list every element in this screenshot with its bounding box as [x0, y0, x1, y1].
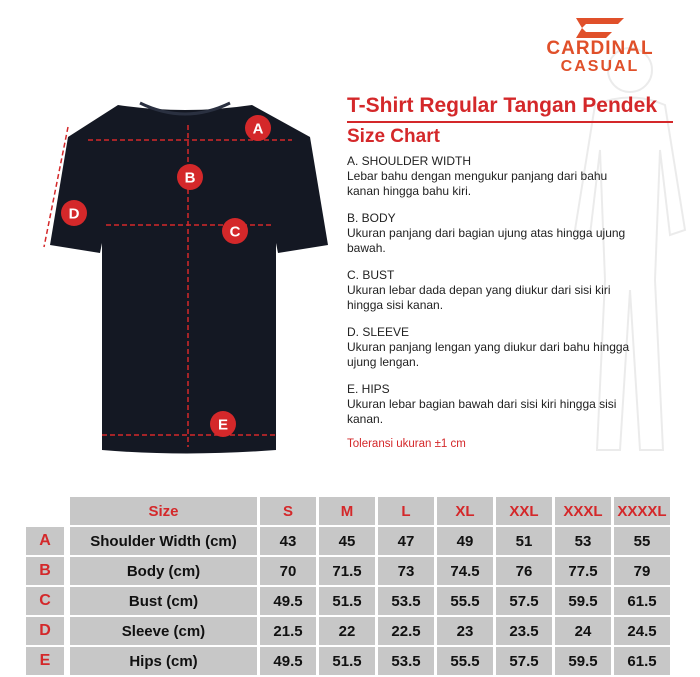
table-cell: 70 [260, 557, 316, 585]
marker-c [222, 218, 248, 244]
marker-e-label: E [217, 416, 229, 434]
table-cell: 53.5 [378, 587, 434, 615]
table-cell: 45 [319, 527, 375, 555]
table-cell: 24 [555, 617, 611, 645]
cardinal-logo-icon [572, 16, 628, 40]
table-cell: 21.5 [260, 617, 316, 645]
marker-b [177, 164, 203, 190]
row-key: E [26, 647, 64, 675]
size-col-header: M [319, 497, 375, 525]
measurement-desc: Ukuran lebar dada depan yang diukur dari sisi kiri hingga sisi kanan. [347, 283, 611, 312]
table-cell: 49.5 [260, 647, 316, 675]
size-table [26, 497, 673, 677]
table-cell: 49.5 [260, 587, 316, 615]
marker-d-label: D [68, 205, 80, 223]
measurement-desc: Ukuran lebar bagian bawah dari sisi kiri hingga sisi kanan. [347, 397, 617, 426]
row-key: C [26, 587, 64, 615]
marker-a [245, 115, 271, 141]
tshirt-shape [50, 105, 328, 454]
table-cell: 55.5 [437, 587, 493, 615]
header-spacer [26, 497, 64, 525]
tolerance-note: Toleransi ukuran ±1 cm [347, 438, 466, 450]
marker-e [210, 411, 236, 437]
row-label: Body (cm) [70, 557, 257, 585]
table-cell: 22 [319, 617, 375, 645]
tshirt-diagram [30, 95, 340, 465]
table-row [26, 587, 673, 615]
measurement-desc: Lebar bahu dengan mengukur panjang dari bahu kanan hingga bahu kiri. [347, 169, 608, 198]
size-header: Size [70, 497, 257, 525]
table-cell: 47 [378, 527, 434, 555]
measurement-item-a [347, 154, 637, 199]
page-title: T-Shirt Regular Tangan Pendek [347, 94, 657, 117]
table-cell: 51 [496, 527, 552, 555]
measurement-title: C. BUST [347, 268, 395, 282]
table-cell: 43 [260, 527, 316, 555]
table-cell: 59.5 [555, 587, 611, 615]
table-cell: 53 [555, 527, 611, 555]
row-label: Sleeve (cm) [70, 617, 257, 645]
measurement-item-c [347, 268, 637, 313]
row-key: D [26, 617, 64, 645]
table-cell: 55.5 [437, 647, 493, 675]
table-cell: 24.5 [614, 617, 670, 645]
row-label: Shoulder Width (cm) [70, 527, 257, 555]
table-cell: 59.5 [555, 647, 611, 675]
table-cell: 23 [437, 617, 493, 645]
size-col-header: XXXL [555, 497, 611, 525]
table-cell: 53.5 [378, 647, 434, 675]
row-label: Hips (cm) [70, 647, 257, 675]
marker-c-label: C [229, 223, 241, 241]
row-label: Bust (cm) [70, 587, 257, 615]
table-row [26, 647, 673, 675]
size-col-header: XXXXL [614, 497, 670, 525]
size-col-header: XXL [496, 497, 552, 525]
brand-name-line2: CASUAL [560, 58, 640, 75]
measurement-title: B. BODY [347, 211, 396, 225]
table-cell: 51.5 [319, 587, 375, 615]
measurement-title: E. HIPS [347, 382, 390, 396]
table-cell: 73 [378, 557, 434, 585]
table-cell: 57.5 [496, 647, 552, 675]
measurement-title: D. SLEEVE [347, 325, 410, 339]
brand-logo [530, 16, 670, 76]
table-cell: 55 [614, 527, 670, 555]
table-header-row [26, 497, 673, 525]
measurement-desc: Ukuran panjang lengan yang diukur dari bahu hingga ujung lengan. [347, 340, 630, 369]
page-subtitle: Size Chart [347, 126, 440, 147]
table-cell: 23.5 [496, 617, 552, 645]
marker-a-label: A [252, 120, 264, 138]
table-cell: 71.5 [319, 557, 375, 585]
table-cell: 61.5 [614, 587, 670, 615]
table-cell: 22.5 [378, 617, 434, 645]
table-row [26, 617, 673, 645]
size-col-header: S [260, 497, 316, 525]
measurement-title: A. SHOULDER WIDTH [347, 154, 472, 168]
size-col-header: XL [437, 497, 493, 525]
measurement-item-e [347, 382, 637, 427]
marker-d [61, 200, 87, 226]
table-cell: 79 [614, 557, 670, 585]
title-divider [347, 121, 673, 123]
table-row [26, 527, 673, 555]
table-cell: 61.5 [614, 647, 670, 675]
brand-name-line1: CARDINAL [546, 38, 654, 59]
marker-b-label: B [184, 169, 196, 187]
measurement-descriptions [347, 154, 637, 452]
row-key: A [26, 527, 64, 555]
table-cell: 74.5 [437, 557, 493, 585]
table-cell: 51.5 [319, 647, 375, 675]
table-cell: 49 [437, 527, 493, 555]
measurement-item-d [347, 325, 637, 370]
size-col-header: L [378, 497, 434, 525]
table-row [26, 557, 673, 585]
measurement-item-b [347, 211, 637, 256]
table-cell: 76 [496, 557, 552, 585]
measurement-desc: Ukuran panjang dari bagian ujung atas hingga ujung bawah. [347, 226, 626, 255]
table-cell: 77.5 [555, 557, 611, 585]
row-key: B [26, 557, 64, 585]
table-cell: 57.5 [496, 587, 552, 615]
